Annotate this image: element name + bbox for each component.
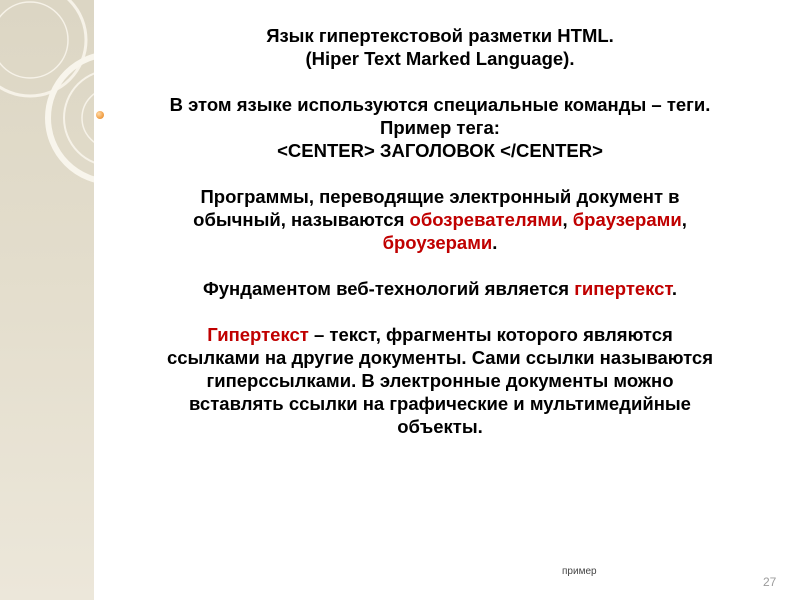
foundation-line [104,277,776,300]
separator-comma: , [681,209,687,230]
hypertext-def-line-2: ссылками на другие документы. Сами ссылки называются [166,347,714,368]
slide-body [104,24,776,438]
title-line-2: (Hiper Text Marked Language). [305,48,575,69]
page-number: 27 [763,575,777,589]
term-gipertekst: гипертекст [574,278,672,299]
hypertext-def-line-5: объекты. [397,416,483,437]
foundation-text: Фундаментом веб-технологий является [202,278,575,299]
term-gipertekst-def: Гипертекст [207,324,309,345]
separator: , [562,209,573,230]
concentric-circles-decoration [0,0,94,600]
hypertext-def-line-4: вставлять ссылки на графические и мультимедийные [189,393,691,414]
browsers-line-3 [104,231,776,254]
tags-line-2: Пример тега: [380,117,500,138]
browsers-line-2 [104,208,776,231]
tag-example: <CENTER> ЗАГОЛОВОК </CENTER> [277,140,603,161]
period: . [671,278,678,299]
term-brouzery: броузерами [382,232,493,253]
term-brauzery: браузерами [572,209,682,230]
spacer [104,300,776,323]
term-obozrevateli: обозревателями [409,209,563,230]
tags-line-1: В этом языке используются специальные команды – теги. [169,94,711,115]
title-line-1: Язык гипертекстовой разметки HTML. [266,25,614,46]
browsers-line-1: Программы, переводящие электронный документ в [200,186,680,207]
hypertext-def-text: – текст, фрагменты которого являются [308,324,673,345]
spacer [104,70,776,93]
left-decorative-panel [0,0,94,600]
hypertext-def-line-3: гиперссылками. В электронные документы можно [206,370,674,391]
browsers-line-2-text: обычный, называются [193,209,410,230]
spacer [104,254,776,277]
spacer [104,162,776,185]
period: . [492,232,498,253]
hypertext-def-line-1 [104,323,776,346]
example-link[interactable]: пример [562,566,597,577]
orange-dot-icon [96,111,104,119]
